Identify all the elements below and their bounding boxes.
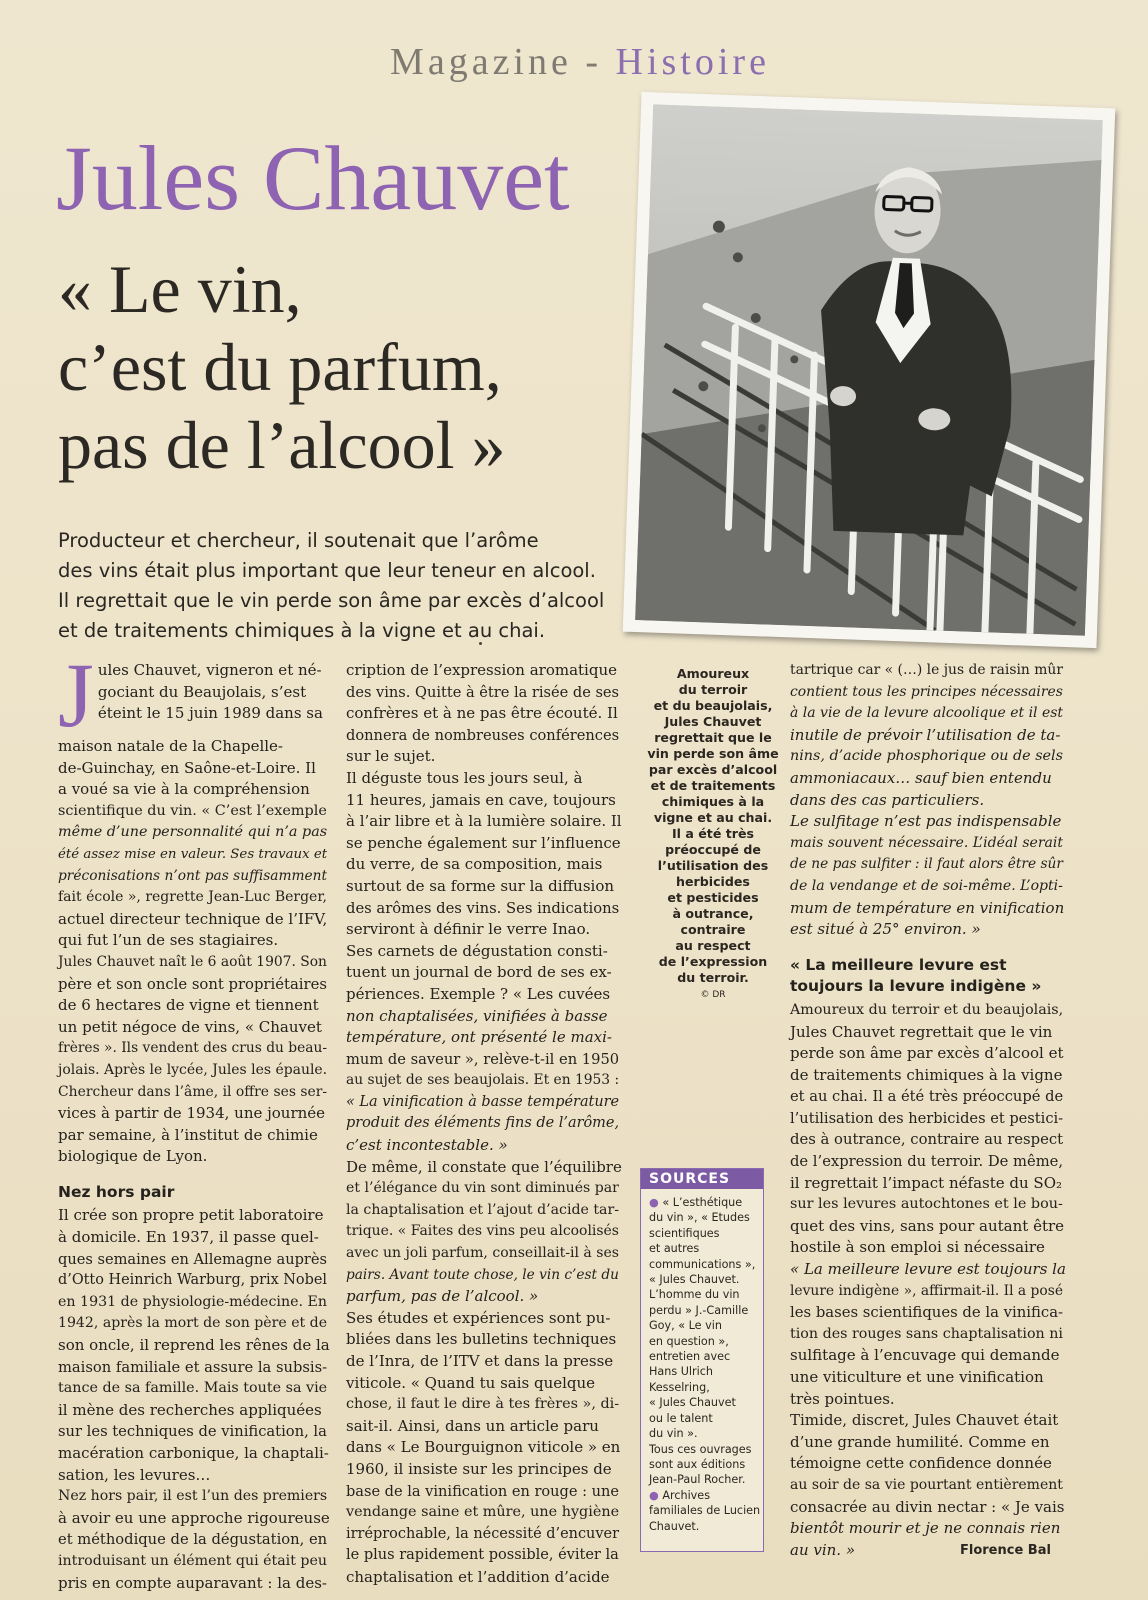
- text-line: du verre, de sa composition, mais: [346, 855, 603, 874]
- text-line: consacrée au divin nectar : « Je vais: [790, 1497, 1065, 1516]
- text-line: 1960, il insiste sur les principes de: [346, 1459, 612, 1478]
- text-line: à l’air libre et à la lumière solaire. Il: [346, 812, 622, 831]
- paragraph: [346, 941, 622, 1157]
- caption-line: Jules Chauvet: [664, 714, 762, 729]
- portrait-photo: [623, 92, 1116, 648]
- text-line: trique. « Faites des vins peu alcoolisés: [346, 1223, 619, 1240]
- text-line: un petit négoce de vins, « Chauvet: [58, 1017, 322, 1036]
- text-line: frères ». Ils vendent des crus du beau-: [58, 1040, 327, 1057]
- text-line: au vin. »: [790, 1540, 856, 1559]
- text-line: confrères et à ne pas être écouté. Il: [346, 704, 618, 723]
- text-line: c’est incontestable. »: [346, 1136, 508, 1155]
- paragraph: [346, 768, 622, 941]
- sources-line: Kesselring,: [649, 1380, 710, 1394]
- text-line: mum de température en vinification: [790, 898, 1065, 917]
- text-line: qui fut l’un de ses stagiaires.: [58, 931, 279, 950]
- sources-line: « Jules Chauvet.: [649, 1273, 740, 1287]
- caption-line: Il a été très: [671, 826, 755, 841]
- text-line: Chercheur dans l’âme, il offre ses ser-: [58, 1083, 328, 1100]
- sources-line: familiales de Lucien: [649, 1504, 761, 1518]
- subheading: [790, 955, 1066, 998]
- text-line: est situé à 25° environ. »: [790, 920, 981, 939]
- text-line: sur le sujet.: [346, 747, 436, 766]
- text-line: chaptalisation et l’addition d’acide: [346, 1567, 610, 1586]
- text-line: irréprochable, la nécessité d’encuver: [346, 1525, 619, 1542]
- text-line: à avoir eu une approche rigoureuse: [58, 1508, 330, 1527]
- text-line: tion des rouges sans chaptalisation ni: [790, 1325, 1063, 1342]
- lede-line: des vins était plus important que leur teneur en alcool.: [58, 559, 596, 582]
- text-line: même d’une personnalité qui n’a pas: [58, 824, 328, 841]
- text-line: Il crée son propre petit laboratoire: [58, 1206, 324, 1225]
- sources-line: perdu » J.-Camille: [649, 1303, 749, 1317]
- text-line: a voué sa vie à la compréhension: [58, 780, 310, 799]
- text-line: au soir de sa vie pourtant entièrement: [790, 1476, 1063, 1493]
- text-line: de la vendange et de soi-même. L’opti-: [790, 877, 1063, 894]
- text-line: non chaptalisées, vinifiées à basse: [346, 1006, 608, 1025]
- text-line: préconisations n’ont pas suffisamment: [58, 867, 328, 884]
- sources-line: « Jules Chauvet: [649, 1396, 736, 1410]
- text-line: témoigne cette confidence donnée: [790, 1454, 1052, 1473]
- decorative-dot: [479, 642, 482, 645]
- text-line: à la vie de la levure alcoolique et il est: [790, 705, 1064, 722]
- paragraph: [790, 1000, 1066, 1410]
- text-line: maison familiale et assure la subsis-: [58, 1358, 328, 1376]
- subheading: Nez hors pair: [58, 1182, 175, 1201]
- lede-paragraph: [58, 526, 618, 646]
- text-line: vices à partir de 1934, une journée: [58, 1104, 326, 1123]
- caption-line: herbicides: [676, 874, 750, 889]
- caption-line: de l’expression: [658, 954, 768, 969]
- text-line: « La meilleure levure est toujours la: [790, 1260, 1066, 1279]
- text-line: quet des vins, sans pour autant être: [790, 1216, 1065, 1235]
- sources-line: [649, 1195, 757, 1210]
- text-line: mum de saveur », relève-t-il en 1950: [346, 1050, 620, 1068]
- paragraph: [790, 811, 1066, 941]
- caption-line: vigne et au chai.: [653, 810, 773, 825]
- text-line: Jules Chauvet naît le 6 août 1907. Son: [58, 953, 327, 970]
- text-line: inutile de prévoir l’utilisation de ta-: [790, 725, 1061, 744]
- text-line: perde son âme par excès d’alcool et: [790, 1044, 1064, 1063]
- caption-line: par excès d’alcool: [648, 762, 778, 777]
- text-line: une viticulture et une vinification: [790, 1368, 1044, 1386]
- bullet-icon: ●: [649, 1196, 663, 1209]
- text-line: et l’élégance du vin sont diminués par: [346, 1180, 619, 1197]
- portrait-photo-icon: [635, 104, 1103, 635]
- text-line: de l’expression du terroir. De même,: [790, 1153, 1064, 1171]
- quote-line: « Le vin,: [58, 251, 302, 327]
- caption-line: contraire: [680, 922, 746, 937]
- text-line: de l’Inra, de l’ITV et dans la presse: [346, 1352, 614, 1370]
- paragraph: [346, 660, 622, 768]
- sources-line: sont aux éditions: [649, 1457, 746, 1471]
- text-line: bientôt mourir et je ne connais rien: [790, 1519, 1061, 1538]
- lede-line: Il regrettait que le vin perde son âme par excès d’alcool: [58, 589, 605, 612]
- sources-line: Chauvet.: [649, 1519, 700, 1533]
- text-line: sulfitage à l’encuvage qui demande: [790, 1346, 1060, 1365]
- text-line: les bases scientifiques de la vinifica-: [790, 1304, 1064, 1322]
- text-line: donnera de nombreuses conférences: [346, 726, 620, 744]
- subheading-line: « La meilleure levure est: [790, 955, 1007, 974]
- lede-line: et de traitements chimiques à la vigne et au chai.: [58, 619, 546, 642]
- text-line: des vins. Quitte à être la risée de ses: [346, 683, 620, 701]
- text-line: Amoureux du terroir et du beaujolais,: [790, 1001, 1064, 1018]
- caption-line: Amoureux: [676, 666, 750, 681]
- text-line: 1942, après la mort de son père et de: [58, 1315, 328, 1332]
- sources-list: [641, 1189, 763, 1534]
- sources-line: scientifiques: [649, 1226, 720, 1240]
- sources-line: entretien avec: [649, 1350, 731, 1364]
- text-line: 11 heures, jamais en cave, toujours: [346, 790, 616, 809]
- text-line: éteint le 15 juin 1989 dans sa: [97, 704, 323, 723]
- subheading-line: toujours la levure indigène »: [790, 977, 1042, 996]
- text-line: actuel directeur technique de l’IFV,: [58, 909, 328, 928]
- text-line: d’une grande humilité. Comme en: [790, 1432, 1050, 1451]
- text-line: sation, les levures…: [58, 1465, 211, 1484]
- text-line: produit des éléments fins de l’arôme,: [346, 1115, 620, 1132]
- text-line: ules Chauvet, vigneron et né-: [97, 661, 322, 679]
- article-column-2: [346, 660, 622, 1589]
- caption-line: à outrance,: [672, 906, 754, 921]
- text-line: ammoniacaux… sauf bien entendu: [790, 768, 1052, 787]
- section-header: [300, 40, 860, 84]
- paragraph: [58, 952, 330, 1168]
- text-line: nins, d’acide phosphorique ou de sels: [790, 748, 1063, 765]
- photo-credit: © DR: [700, 990, 726, 1000]
- sources-line: et autres: [649, 1242, 700, 1256]
- text-line: « La vinification à basse température: [346, 1093, 620, 1110]
- subsection-label: Histoire: [615, 41, 770, 83]
- text-line: sur les levures autochtones et le bou-: [790, 1196, 1063, 1213]
- text-line: il mène des recherches appliquées: [58, 1400, 322, 1419]
- sources-title: SOURCES: [641, 1169, 763, 1189]
- text-line: ques semaines en Allemagne auprès: [58, 1250, 327, 1268]
- sources-box: [640, 1168, 764, 1552]
- text-line: De même, il constate que l’équilibre: [346, 1157, 622, 1176]
- text-line: et méthodique de la dégustation, en: [58, 1531, 328, 1549]
- text-line: sur les techniques de vinification, la: [58, 1423, 327, 1441]
- caption-line: du terroir.: [677, 970, 749, 985]
- text-line: de 6 hectares de vigne et tiennent: [58, 996, 319, 1015]
- caption-line: vin perde son âme: [647, 746, 779, 761]
- text-line: périences. Exemple ? « Les cuvées: [346, 984, 611, 1003]
- lede-line: Producteur et chercheur, il soutenait que l’arôme: [58, 529, 539, 552]
- article-column-1: [58, 644, 330, 1594]
- text-line: cription de l’expression aromatique: [346, 661, 617, 679]
- text-line: biologique de Lyon.: [58, 1147, 208, 1166]
- quote-line: pas de l’alcool »: [58, 407, 506, 483]
- text-line: parfum, pas de l’alcool. »: [346, 1287, 539, 1306]
- sources-line: communications »,: [649, 1257, 756, 1271]
- text-line: sait-il. Ainsi, dans un article paru: [346, 1416, 599, 1435]
- sources-line: Tous ces ouvrages: [649, 1442, 752, 1456]
- bullet-icon: ●: [649, 1488, 663, 1502]
- text-line: contient tous les principes nécessaires: [790, 683, 1063, 700]
- paragraph: [790, 1410, 1066, 1561]
- text-line: Timide, discret, Jules Chauvet était: [790, 1411, 1059, 1430]
- text-line: Nez hors pair, il est l’un des premiers: [58, 1488, 328, 1505]
- text-line: dans des cas particuliers.: [790, 790, 985, 809]
- text-line: pairs. Avant toute chose, le vin c’est du: [346, 1266, 619, 1283]
- paragraph: [58, 1486, 330, 1594]
- caption-line: au respect: [675, 938, 751, 953]
- paragraph: [790, 660, 1066, 811]
- text-line: Jules Chauvet regrettait que le vin: [790, 1022, 1053, 1041]
- text-line: l’utilisation des herbicides et pestici-: [790, 1109, 1064, 1127]
- text-line: et au chai. Il a été très préoccupé de: [790, 1088, 1064, 1106]
- text-line: pris en compte auparavant : la des-: [58, 1573, 327, 1592]
- quote-line: c’est du parfum,: [58, 329, 502, 405]
- paragraph: [58, 1205, 330, 1486]
- text-line: de-Guinchay, en Saône-et-Loire. Il: [58, 758, 316, 777]
- sources-line: du vin ».: [649, 1427, 698, 1441]
- section-separator: -: [571, 41, 616, 83]
- text-line: surtout de sa forme sur la diffusion: [346, 876, 615, 895]
- caption-line: et du beaujolais,: [653, 698, 773, 713]
- sources-line: [649, 1488, 757, 1503]
- text-line: le plus rapidement possible, éviter la: [346, 1547, 619, 1564]
- text-line: il regrettait l’impact néfaste du SO₂: [790, 1173, 1062, 1192]
- text-line: de ne pas sulfiter : il faut alors être sûr: [790, 856, 1063, 873]
- text-line: Il déguste tous les jours seul, à: [346, 768, 583, 787]
- article-column-4: [790, 660, 1066, 1561]
- sources-line: Goy, « Le vin: [649, 1319, 722, 1333]
- text-line: Ses carnets de dégustation consti-: [346, 941, 608, 960]
- text-line: très pointues.: [790, 1389, 895, 1408]
- sources-line: L’homme du vin: [649, 1288, 740, 1302]
- text-line: père et son oncle sont propriétaires: [58, 975, 327, 993]
- text-line: maison natale de la Chapelle-: [58, 737, 283, 755]
- text-line: la chaptalisation et l’ajout d’acide tar-: [346, 1201, 619, 1218]
- sources-line: ou le talent: [649, 1411, 713, 1425]
- text-line: bliées dans les bulletins techniques: [346, 1330, 617, 1349]
- headline-quote: [58, 250, 658, 484]
- text-line: à domicile. En 1937, il passe quel-: [58, 1228, 319, 1247]
- article-title: Jules Chauvet: [56, 127, 570, 229]
- text-line: tuent un journal de bord de ses ex-: [346, 963, 612, 982]
- text-line: température, ont présenté le maxi-: [346, 1028, 612, 1047]
- text-line: avec un joli parfum, conseillait-il à ses: [346, 1245, 620, 1262]
- text-line: hostile à son emploi si nécessaire: [790, 1238, 1045, 1257]
- text-line: mais souvent nécessaire. L’idéal serait: [790, 834, 1064, 851]
- caption-line: regrettait que le: [654, 730, 772, 745]
- section-label: Magazine: [390, 41, 572, 83]
- paragraph: [58, 644, 330, 952]
- text-line: introduisant un élément qui était peu: [58, 1552, 328, 1569]
- text-line: son oncle, il reprend les rênes de la: [58, 1336, 330, 1355]
- sources-line: du vin », « Etudes: [649, 1211, 750, 1225]
- sources-text: « L’esthétique: [662, 1196, 743, 1209]
- sources-text: Archives: [662, 1488, 711, 1502]
- text-line: tartrique car « (…) le jus de raisin mûr: [790, 662, 1063, 678]
- text-line: levure indigène », affirmait-il. Il a posé: [790, 1282, 1064, 1299]
- text-line: jolais. Après le lycée, Jules les épaule.: [58, 1061, 328, 1078]
- paragraph: [346, 1308, 622, 1589]
- text-line: scientifique du vin. « C’est l’exemple: [58, 802, 327, 819]
- text-line: Ses études et expériences sont pu-: [346, 1308, 611, 1327]
- caption-line: chimiques à la: [661, 794, 765, 809]
- text-line: été assez mise en valeur. Ses travaux et: [58, 846, 328, 862]
- caption-line: l’utilisation des: [657, 858, 769, 873]
- paragraph: [346, 1157, 622, 1308]
- text-line: des arômes des vins. Ses indications: [346, 899, 620, 917]
- photo-caption: [640, 666, 786, 1003]
- text-line: vendange saine et mûre, une hygiène: [346, 1504, 620, 1521]
- text-line: de traitements chimiques à la vigne: [790, 1065, 1063, 1084]
- text-line: d’Otto Heinrich Warburg, prix Nobel: [58, 1272, 327, 1289]
- author-byline: Florence Bal: [960, 1543, 1051, 1558]
- text-line: en 1931 de physiologie-médecine. En: [58, 1293, 327, 1310]
- text-line: au sujet de ses beaujolais. Et en 1953 :: [346, 1072, 620, 1089]
- text-line: viticole. « Quand tu sais quelque: [346, 1373, 596, 1392]
- text-line: dans « Le Bourguignon viticole » en: [346, 1438, 621, 1457]
- text-line: tance de sa famille. Mais toute sa vie: [58, 1380, 328, 1397]
- sources-line: en question »,: [649, 1334, 729, 1348]
- drop-cap: J: [58, 644, 94, 746]
- text-line: par semaine, à l’institut de chimie: [58, 1125, 318, 1144]
- text-line: chose, il faut le dire à tes frères », di-: [346, 1396, 620, 1413]
- sources-line: Hans Ulrich: [649, 1365, 713, 1379]
- sources-line: Jean-Paul Rocher.: [649, 1473, 746, 1487]
- caption-line: préoccupé de: [665, 842, 761, 857]
- caption-line: et de traitements: [650, 778, 776, 793]
- text-line: Le sulfitage n’est pas indispensable: [790, 812, 1062, 831]
- caption-line: du terroir: [678, 682, 748, 697]
- text-line: base de la vinification en rouge : une: [346, 1482, 619, 1500]
- text-line: gociant du Beaujolais, s’est: [97, 682, 307, 701]
- text-line: des à outrance, contraire au respect: [790, 1131, 1064, 1149]
- text-line: serviront à définir le verre Inao.: [346, 920, 591, 939]
- text-line: macération carbonique, la chaptali-: [58, 1444, 329, 1462]
- text-line: se penche également sur l’influence: [346, 833, 621, 852]
- text-line: fait école », regrette Jean-Luc Berger,: [58, 889, 327, 906]
- caption-line: et pesticides: [667, 890, 759, 905]
